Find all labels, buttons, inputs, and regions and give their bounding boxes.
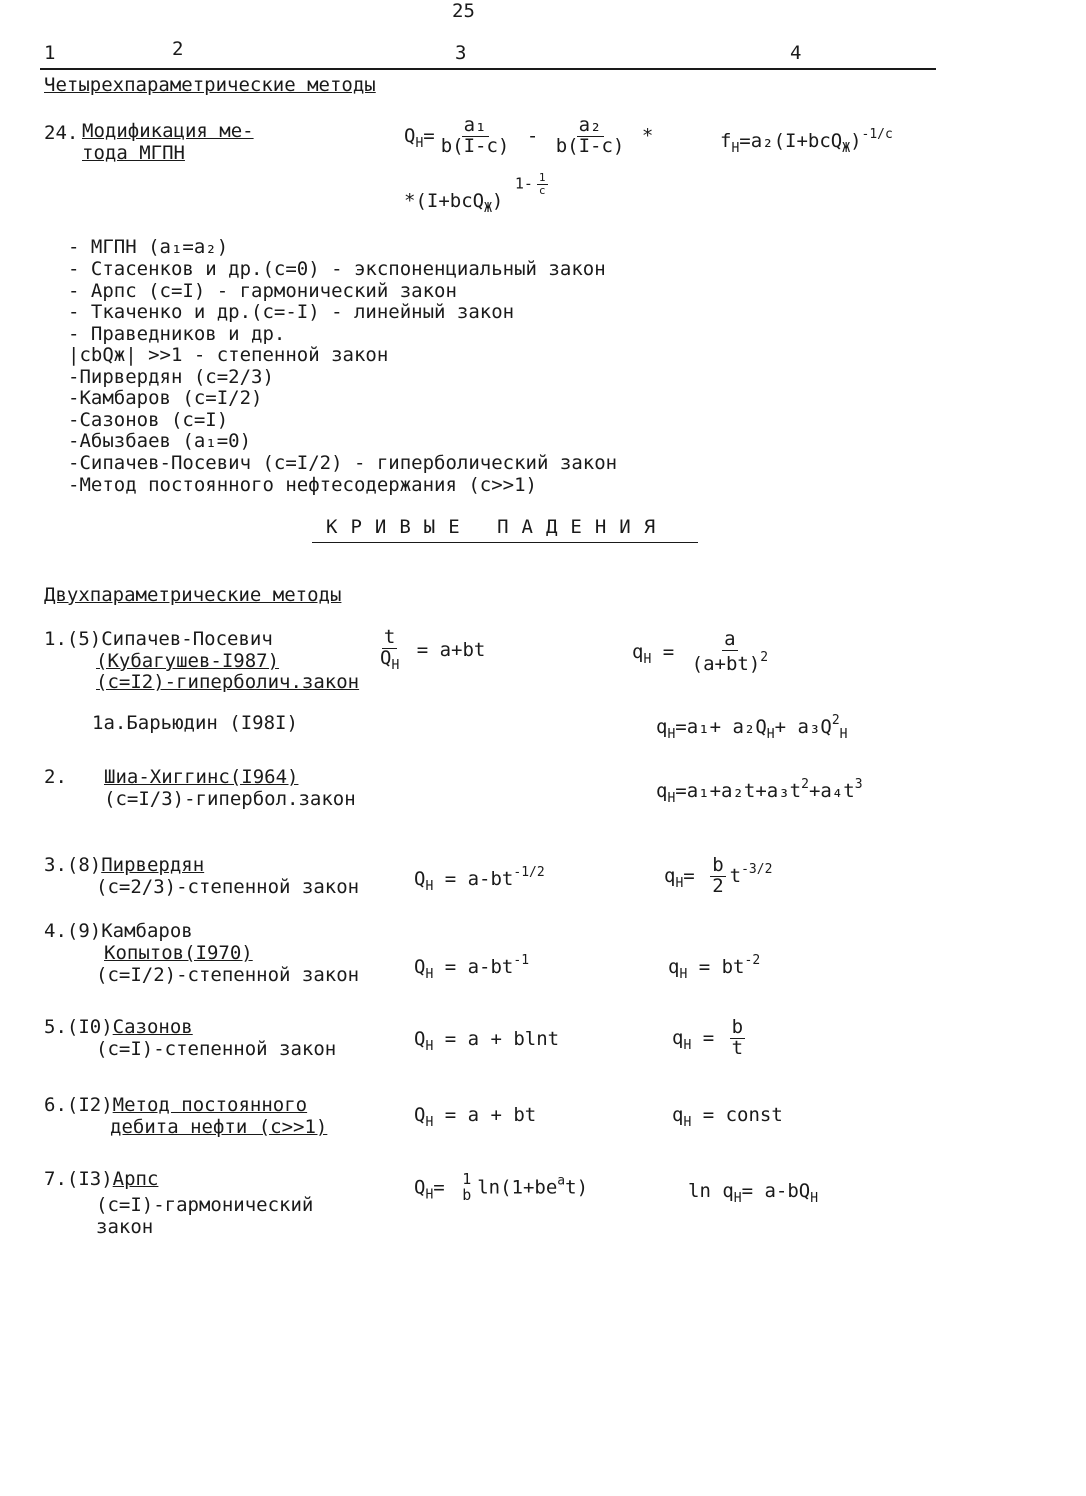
item3-name2: (c=2/3)-степенной закон xyxy=(96,876,360,898)
item2-name1: Шиа-Хиггинс(I964) xyxy=(104,766,299,788)
item4-q-exp: -2 xyxy=(744,953,761,968)
item24-formula-q xyxy=(404,116,653,157)
item4-ref: (9) xyxy=(66,920,102,942)
item5-title xyxy=(44,1018,193,1038)
item7-ln-sub: Н xyxy=(733,1191,742,1206)
item1a-rhs2-sub: Н xyxy=(839,727,848,742)
item4-num: 4. xyxy=(44,920,67,942)
item4-Q-sub: Н xyxy=(425,967,434,982)
item5-q: q xyxy=(672,1026,684,1049)
item7-Q-sub: Н xyxy=(425,1187,434,1203)
item3-q-frac-den: 2 xyxy=(712,874,724,897)
item1a-formula xyxy=(656,714,847,742)
item3-q-t: t xyxy=(729,864,742,887)
special-case-6: |cbQж| >>1 - степенной закон xyxy=(68,344,389,366)
item6-formula-left xyxy=(414,1106,536,1130)
section-two-param-title: Двухпараметрические методы xyxy=(44,584,342,606)
item6-Q-sub: Н xyxy=(425,1115,434,1130)
line2-prefix: *(I+bcQ xyxy=(404,190,485,212)
item6-num: 6. xyxy=(44,1094,67,1116)
item1a-rhs1: =a₁+ a₂Q xyxy=(675,716,767,738)
special-case-8: -Камбаров (c=I/2) xyxy=(68,387,263,409)
item1-rhs: = a+bt xyxy=(416,638,486,661)
line2-exponent-text: 1- xyxy=(514,174,533,193)
item7-Q: Q xyxy=(414,1176,426,1199)
item3-q-fraction xyxy=(710,856,725,897)
item1-fraction xyxy=(378,628,401,673)
item3-q-frac-num: b xyxy=(712,854,724,876)
q-symbol: Q xyxy=(404,124,416,147)
item3-Q: Q xyxy=(414,868,426,890)
item7-eq: = xyxy=(433,1176,445,1199)
item2-rhs: =a₁+a₂t+a₃t xyxy=(675,780,802,802)
item3-title xyxy=(44,856,204,876)
item4-name3: (c=I/2)-степенной закон xyxy=(96,964,360,986)
item24-name-line1: Модификация ме- xyxy=(82,120,254,142)
item1-frac-num: t xyxy=(383,626,396,648)
item5-q-fraction xyxy=(730,1018,745,1059)
item1-formula-left xyxy=(374,628,485,673)
item7-frac-num: 1 xyxy=(462,1170,472,1188)
item1a-q: q xyxy=(656,716,668,738)
item7-title xyxy=(44,1170,158,1190)
item1a-rhs2-sup: 2 xyxy=(831,713,840,728)
item7-ln-rhs: = a-bQ xyxy=(741,1180,811,1202)
special-case-3: - Арпс (c=I) - гармонический закон xyxy=(68,280,457,302)
line2-exponent-num: 1 xyxy=(538,171,546,184)
page-number: 25 xyxy=(452,0,475,22)
special-case-7: -Пирвердян (c=2/3) xyxy=(68,366,274,388)
item3-name1: Пирвердян xyxy=(101,854,205,876)
item6-title xyxy=(44,1096,307,1116)
item5-name1: Сазонов xyxy=(112,1016,193,1038)
item5-name2: (c=I)-степенной закон xyxy=(96,1038,337,1060)
fraction-2-denominator: b(I-c) xyxy=(555,134,625,157)
item3-q-sub: Н xyxy=(675,875,684,891)
fraction-2-numerator: a₂ xyxy=(578,114,602,136)
item5-rhs: = a + blnt xyxy=(444,1028,560,1050)
item7-name3: закон xyxy=(96,1216,154,1238)
heading-curves: КРИВЫЕ ПАДЕНИЯ xyxy=(326,516,669,538)
f-close-paren: ) xyxy=(850,130,862,152)
minus-sign: - xyxy=(526,124,539,147)
item7-ln: ln q xyxy=(688,1180,734,1202)
f-subscript: Н xyxy=(731,141,740,156)
item6-q: q xyxy=(672,1104,684,1126)
item1a-rhs1-sub: Н xyxy=(766,727,775,742)
item6-rhs: = a + bt xyxy=(444,1104,537,1126)
item2-name2: (c=I/3)-гипербол.закон xyxy=(104,788,356,810)
item1-frac-den-q: Q xyxy=(380,646,392,669)
item1-frac-den xyxy=(378,646,401,673)
special-case-10: -Абызбаев (a₁=0) xyxy=(68,430,252,452)
item7-name2: (c=I)-гармонический xyxy=(96,1194,314,1216)
item4-name1: Камбаров xyxy=(101,920,193,942)
item4-name2: Копытов(I970) xyxy=(104,942,253,964)
item4-rhs: = a-bt xyxy=(444,956,514,978)
f-body: =a₂(I+bcQ xyxy=(739,130,843,152)
item24-formula-line2 xyxy=(404,172,552,216)
special-case-5: - Праведников и др. xyxy=(68,323,286,345)
item7-formula-left xyxy=(414,1172,588,1204)
item4-rhs-exp: -1 xyxy=(513,953,530,968)
special-case-11: -Сипачев-Посевич (c=I/2) - гиперболический закон xyxy=(68,452,618,474)
item5-q-eq: = xyxy=(702,1026,715,1049)
equals-sign: = xyxy=(423,124,435,147)
item1a-label: 1a.Барьюдин (I98I) xyxy=(92,712,298,734)
multiply-star: * xyxy=(641,124,654,147)
header-rule xyxy=(40,68,936,70)
item1-formula-right xyxy=(632,630,774,675)
item3-ref: (8) xyxy=(66,854,102,876)
item1-q-fraction xyxy=(690,630,770,675)
special-case-12: -Метод постоянного нефтесодержания (c>>1) xyxy=(68,474,537,496)
item5-Q-sub: Н xyxy=(425,1039,434,1054)
line2-close-paren: ) xyxy=(491,190,504,212)
column-header-3: 3 xyxy=(455,42,467,64)
item1-number xyxy=(44,630,273,650)
item6-formula-right xyxy=(672,1106,783,1130)
item3-Q-sub: Н xyxy=(425,879,434,894)
item1-frac-den-sub: Н xyxy=(391,657,400,673)
item24-formula-f xyxy=(720,128,893,156)
item1-num: 1. xyxy=(44,628,67,650)
column-header-1: 1 xyxy=(44,42,56,64)
fraction-1 xyxy=(439,116,512,157)
item3-formula-right xyxy=(664,856,772,897)
item3-q-eq: = xyxy=(683,864,695,887)
item4-title xyxy=(44,922,193,942)
item1-q-frac-den xyxy=(690,651,770,675)
item2-rhs2: +a₄t xyxy=(808,780,855,802)
column-header-4: 4 xyxy=(790,42,802,64)
f-exponent: -1/c xyxy=(861,127,893,142)
item7-ln-sub2: Н xyxy=(810,1191,819,1206)
section-four-param-title: Четырехпараметрические методы xyxy=(44,74,376,96)
item1-ref: (5) xyxy=(66,628,102,650)
item1a-rhs2: + a₃Q xyxy=(774,716,832,738)
item3-num: 3. xyxy=(44,854,67,876)
item4-Q: Q xyxy=(414,956,426,978)
item7-fraction xyxy=(460,1172,473,1204)
item1-name1: Сипачев-Посевич xyxy=(101,628,273,650)
line2-subscript: Ж xyxy=(484,201,492,216)
special-case-4: - Ткаченко и др.(c=-I) - линейный закон xyxy=(68,301,515,323)
item2-number: 2. xyxy=(44,766,67,788)
item3-rhs: = a-bt xyxy=(444,868,514,890)
item7-rhs: ln(1+be xyxy=(477,1176,558,1199)
item5-Q: Q xyxy=(414,1028,426,1050)
item1-q-frac-num: a xyxy=(724,628,736,650)
line2-exponent xyxy=(515,172,552,196)
item5-formula-right xyxy=(672,1018,749,1059)
special-case-2: - Стасенков и др.(c=0) - экспоненциальный закон xyxy=(68,258,606,280)
item1-q: q xyxy=(632,640,644,663)
line2-exponent-fraction xyxy=(537,172,548,196)
item5-ref: (I0) xyxy=(66,1016,113,1038)
item2-q: q xyxy=(656,780,668,802)
item7-name1: Арпс xyxy=(112,1168,159,1190)
q-subscript: Н xyxy=(415,135,424,151)
item6-name1: Метод постоянного xyxy=(112,1094,308,1116)
item1-name3: (c=I2)-гиперболич.закон xyxy=(96,671,360,693)
item1-q-eq: = xyxy=(662,640,675,663)
f-subscript-2: Ж xyxy=(842,141,851,156)
item4-q: q xyxy=(668,956,680,978)
item6-name2: дебита нефти (c>>1) xyxy=(110,1116,328,1138)
item7-frac-den: b xyxy=(462,1185,472,1204)
item1-q-den-exp: 2 xyxy=(760,649,769,665)
item3-q-exp: -3/2 xyxy=(741,861,773,877)
item5-formula-left xyxy=(414,1030,559,1054)
item5-q-frac-den: t xyxy=(731,1036,744,1059)
item5-q-frac-num: b xyxy=(731,1016,744,1038)
item3-q: q xyxy=(664,864,676,887)
item5-q-sub: Н xyxy=(683,1037,692,1053)
item3-formula-left xyxy=(414,866,545,894)
item6-q-sub: Н xyxy=(683,1115,692,1130)
item2-formula xyxy=(656,778,863,806)
item6-q-rhs: = const xyxy=(702,1104,783,1126)
line2-exponent-den: c xyxy=(538,183,546,197)
special-case-1: - МГПН (a₁=a₂) xyxy=(68,236,229,258)
item4-formula-left xyxy=(414,954,529,982)
special-case-9: -Сазонов (c=I) xyxy=(68,409,229,431)
item7-rhs-sup: a xyxy=(557,1173,566,1189)
item7-num: 7. xyxy=(44,1168,67,1190)
item7-ref: (I3) xyxy=(66,1168,113,1190)
item1-name2: (Кубагушев-I987) xyxy=(96,650,280,672)
item24-number: 24. xyxy=(44,122,79,144)
item6-ref: (I2) xyxy=(66,1094,113,1116)
item7-rhs-end: t) xyxy=(565,1176,589,1199)
item2-sup2: 3 xyxy=(854,777,863,792)
item7-formula-right xyxy=(688,1182,818,1206)
f-symbol: f xyxy=(720,130,732,152)
item5-num: 5. xyxy=(44,1016,67,1038)
item3-rhs-exp: -1/2 xyxy=(513,865,545,880)
column-header-2: 2 xyxy=(172,38,184,60)
item1-q-sub: Н xyxy=(643,651,652,667)
fraction-2 xyxy=(554,116,627,157)
item6-Q: Q xyxy=(414,1104,426,1126)
item4-q-rhs: = bt xyxy=(698,956,745,978)
item1a-q-sub: Н xyxy=(667,727,676,742)
item4-formula-right xyxy=(668,954,760,982)
fraction-1-numerator: a₁ xyxy=(463,114,487,136)
item2-sup1: 2 xyxy=(801,777,809,792)
item2-q-sub: Н xyxy=(667,791,676,806)
fraction-1-denominator: b(I-c) xyxy=(440,134,510,157)
heading-underline xyxy=(312,542,698,543)
item24-name-line2: тода МГПН xyxy=(82,142,185,164)
item4-q-sub: Н xyxy=(679,967,688,982)
item1-q-den-text: (a+bt) xyxy=(691,652,761,675)
